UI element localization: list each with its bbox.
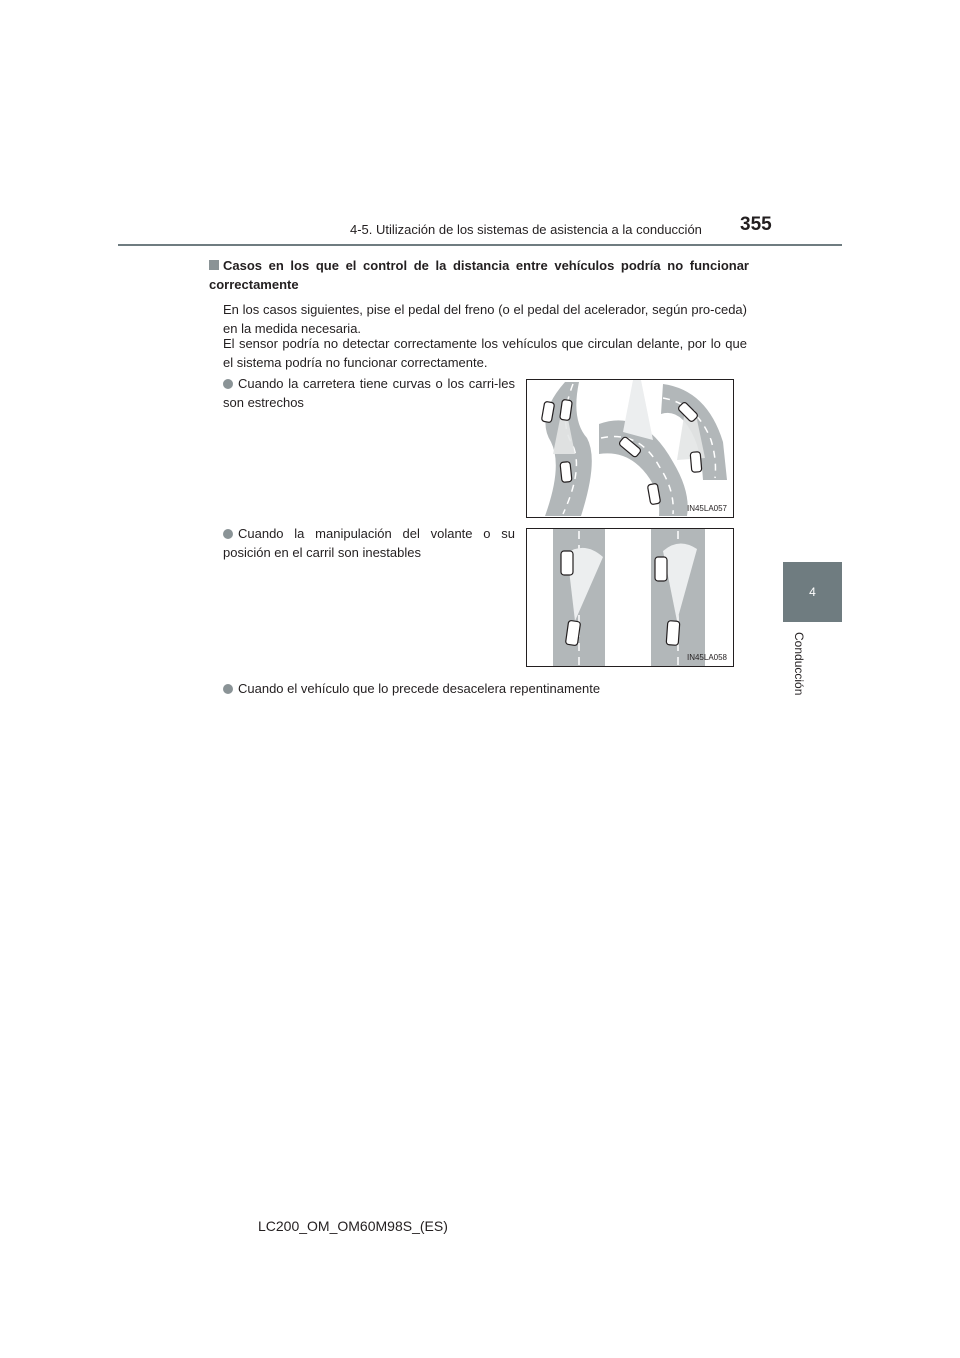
bullet-dot-icon — [223, 684, 233, 694]
bullet-item-curves — [223, 374, 515, 412]
sensor-beam-middle — [623, 380, 653, 440]
car-icon — [561, 551, 573, 575]
figure-code: IN45LA057 — [686, 504, 727, 513]
square-bullet-icon — [209, 260, 219, 270]
car-icon — [690, 452, 702, 473]
car-icon — [560, 462, 572, 483]
heading-text: Casos en los que el control de la distancia entre vehículos podría no funcionar correctamente — [209, 258, 749, 292]
footer-document-code: LC200_OM_OM60M98S_(ES) — [258, 1218, 448, 1234]
bullet-item-steering — [223, 524, 515, 562]
chapter-number: 4 — [809, 585, 816, 599]
figure-code: IN45LA058 — [686, 653, 727, 662]
curved-roads-illustration — [527, 380, 733, 517]
page-number: 355 — [740, 214, 772, 235]
chapter-tab[interactable] — [783, 562, 842, 622]
header-rule — [118, 244, 842, 246]
car-icon — [666, 621, 680, 646]
bullet-text: Cuando la manipulación del volante o su posición en el carril son inestables — [223, 526, 515, 560]
bullet-text: Cuando el vehículo que lo precede desacelera repentinamente — [238, 681, 601, 696]
bullet-text: Cuando la carretera tiene curvas o los carri-les son estrechos — [223, 376, 515, 410]
bullet-dot-icon — [223, 379, 233, 389]
bullet-dot-icon — [223, 529, 233, 539]
figure-unstable-lane — [526, 528, 734, 667]
car-icon — [560, 399, 573, 420]
chapter-label: Conducción — [792, 632, 806, 696]
figure-curved-roads — [526, 379, 734, 518]
car-icon — [655, 557, 667, 581]
bullet-item-deceleration — [223, 679, 747, 698]
unstable-lane-illustration — [527, 529, 733, 666]
section-heading — [209, 256, 749, 294]
paragraph-brake-advice: En los casos siguientes, pise el pedal del freno (o el pedal del acelerador, según pro-ceda) en la medida necesaria. — [223, 302, 747, 336]
paragraph-sensor-warning: El sensor podría no detectar correctamente los vehículos que circulan delante, por lo que el sistema podría no funcionar correctamente. — [223, 336, 747, 370]
car-icon — [565, 620, 580, 645]
section-title: 4-5. Utilización de los sistemas de asistencia a la conducción — [350, 222, 702, 237]
